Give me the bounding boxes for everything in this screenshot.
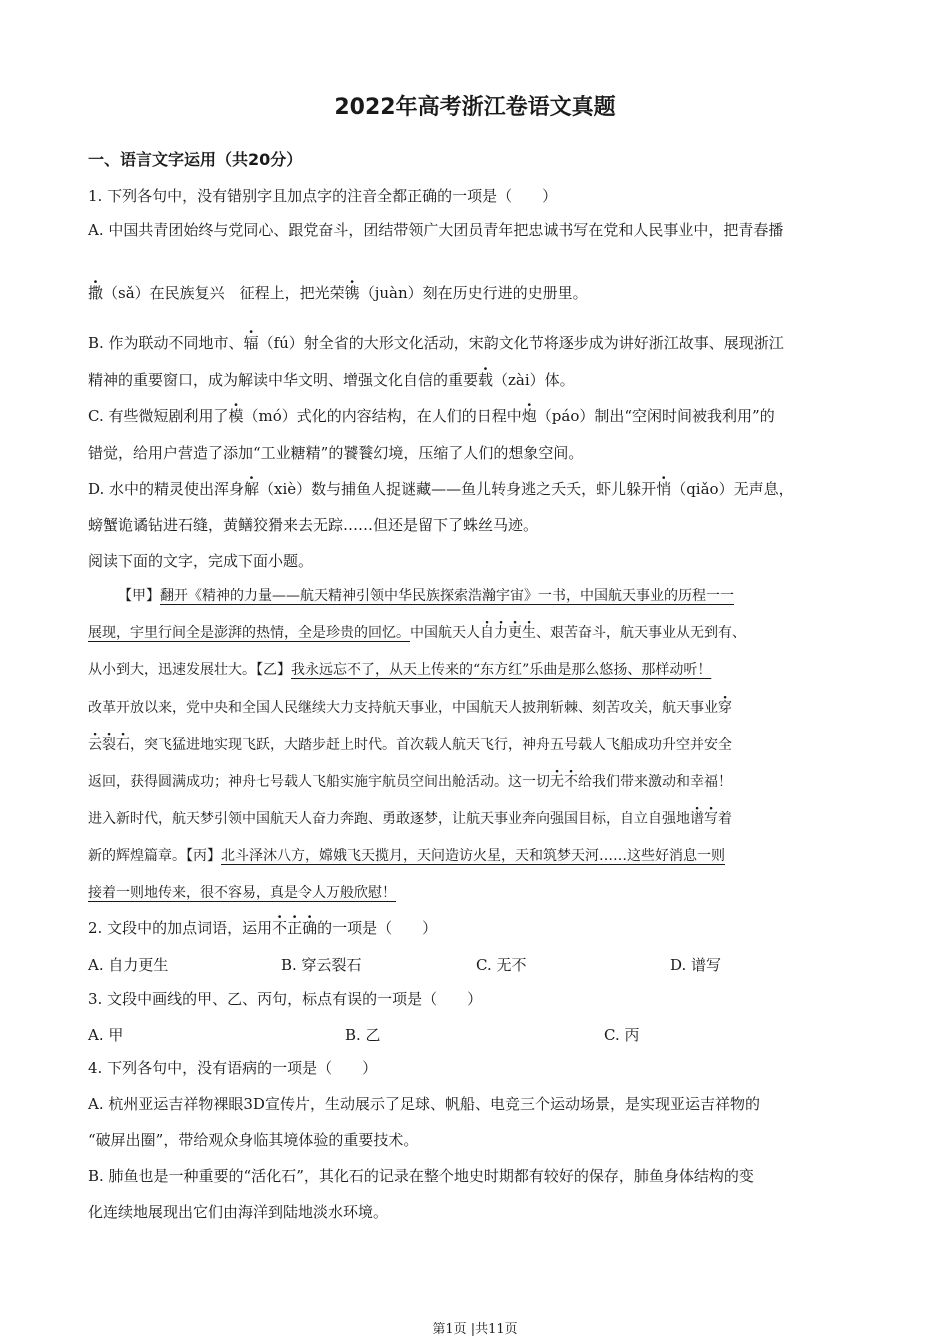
underlined-sentence-jia: 翻开《精神的力量——航天精神引领中华民族探索浩瀚宇宙》一书，中国航天事业的历程一一 <box>160 588 734 604</box>
passage-line <box>88 808 732 828</box>
text: 中国航天人 <box>410 625 480 641</box>
passage-line <box>88 659 711 679</box>
page-footer: 第1页 |共11页 <box>432 1322 518 1337</box>
dotted-char: 镌 <box>344 284 360 302</box>
text: 精神的重要窗口，成为解读中华文明、增强文化自信的重要 <box>88 371 479 389</box>
q3-option-a: A. 甲 <box>88 1026 124 1044</box>
text: 2. 文段中的加点词语，运用 <box>88 919 273 937</box>
q1-option-d-line2: 螃蟹诡谲钻进石缝，黄鳝狡猾来去无踪……但还是留下了蛛丝马迹。 <box>88 516 539 534</box>
dotted-char: 更 <box>508 625 522 641</box>
dotted-char: 不 <box>272 919 288 937</box>
dotted-char: 载 <box>478 371 494 389</box>
dotted-char: 自 <box>480 625 494 641</box>
q2-option-c: C. 无不 <box>476 956 527 974</box>
text: 返回，获得圆满成功；神舟七号载人飞船实施宇航员空间出舱活动。这一切 <box>88 774 550 790</box>
q1-option-d-line1 <box>88 478 794 499</box>
text: D. 水中的精灵使出浑身 <box>88 480 245 498</box>
dotted-char: 谱 <box>690 811 704 827</box>
q1-option-a-line1: A. 中国共青团始终与党同心、跟党奋斗，团结带领广大团员青年把忠诚书写在党和人民事业中，把青春播 <box>88 221 784 239</box>
text: 、艰苦奋斗，航天事业从无到有、 <box>536 625 746 641</box>
passage-line <box>88 622 746 642</box>
dotted-char: 石 <box>116 737 130 753</box>
text: 新的辉煌篇章。【丙】 <box>88 848 221 864</box>
q1-stem: 1. 下列各句中，没有错别字且加点字的注音全都正确的一项是（ ） <box>88 187 558 205</box>
text: 【甲】 <box>118 588 160 604</box>
dotted-char: 解 <box>244 480 260 498</box>
q2-option-d: D. 谱写 <box>670 956 722 974</box>
section-heading: 一、语言文字运用（共20分） <box>88 150 303 169</box>
dotted-char: 裂 <box>102 737 116 753</box>
passage-line <box>88 697 732 717</box>
text: （sǎ）在民族复兴 征程上，把光荣 <box>103 284 345 302</box>
dotted-char: 撒 <box>88 284 104 302</box>
text: （fú）射全省的大形文化活动，宋韵文化节将逐步成为讲好浙江故事、展现浙江 <box>258 334 784 352</box>
passage-line <box>88 845 725 865</box>
dotted-char: 云 <box>88 737 102 753</box>
dotted-char: 悄 <box>656 480 672 498</box>
text: 着 <box>718 811 732 827</box>
q2-option-b: B. 穿云裂石 <box>281 956 362 974</box>
text: 改革开放以来，党中央和全国人民继续大力支持航天事业，中国航天人披荆斩棘、刻苦攻关，航天事业 <box>88 700 718 716</box>
reading-intro: 阅读下面的文字，完成下面小题。 <box>88 552 314 570</box>
underlined-sentence-bing: 接着一则地传来，很不容易，真是令人万般欣慰！ <box>88 885 396 901</box>
q4-option-b-line1: B. 肺鱼也是一种重要的“活化石”，其化石的记录在整个地史时期都有较好的保存，肺鱼身体结构的变 <box>88 1167 754 1185</box>
text: （qiǎo）无声息， <box>671 480 794 498</box>
text: （páo）制出“空闲时间被我利用”的 <box>536 407 775 425</box>
dotted-char: 写 <box>704 811 718 827</box>
text: （xiè）数与捕鱼人捉谜藏——鱼儿转身逃之夭夭，虾儿躲开 <box>259 480 657 498</box>
passage-line <box>118 585 734 605</box>
q4-option-a-line1: A. 杭州亚运吉祥物裸眼3D宣传片，生动展示了足球、帆船、电竞三个运动场景，是实现亚运吉祥物的 <box>88 1095 760 1113</box>
q2-option-a: A. 自力更生 <box>88 956 169 974</box>
q1-option-c-line1 <box>88 405 775 426</box>
text: C. 有些微短剧利用了 <box>88 407 229 425</box>
passage-line <box>88 882 396 902</box>
q2-stem <box>88 917 437 938</box>
dotted-char: 模 <box>228 407 244 425</box>
q1-option-b-line2 <box>88 369 575 390</box>
text: 从小到大，迅速发展壮大。【乙】 <box>88 662 291 678</box>
text: 给我们带来激动和幸福！ <box>578 774 732 790</box>
q3-stem: 3. 文段中画线的甲、乙、丙句，标点有误的一项是（ ） <box>88 990 483 1008</box>
q1-option-b-line1 <box>88 332 784 353</box>
underlined-sentence-bing: 北斗泽沐八方，嫦娥飞天揽月，天问造访火星，天和筑梦天河……这些好消息一则 <box>221 848 725 864</box>
underlined-sentence-jia: 展现，宇里行间全是澎湃的热情，全是珍贵的回忆。 <box>88 625 410 641</box>
dotted-char: 穿 <box>718 700 732 716</box>
text: （juàn）刻在历史行进的史册里。 <box>359 284 588 302</box>
dotted-char: 无 <box>550 774 564 790</box>
dotted-char: 生 <box>522 625 536 641</box>
q3-option-b: B. 乙 <box>345 1026 381 1044</box>
dotted-char: 辐 <box>243 334 259 352</box>
dotted-char: 炮 <box>521 407 537 425</box>
underlined-sentence-yi: 我永远忘不了，从天上传来的“东方红”乐曲是那么悠扬、那样动听！ <box>291 662 712 678</box>
page-title: 2022年高考浙江卷语文真题 <box>334 95 616 120</box>
passage-line <box>88 771 732 791</box>
q4-option-b-line2: 化连续地展现出它们由海洋到陆地淡水环境。 <box>88 1203 389 1221</box>
text: 进入新时代，航天梦引领中国航天人奋力奔跑、勇敢逐梦，让航天事业奔向强国目标，自立自强地 <box>88 811 690 827</box>
dotted-char: 正 <box>287 919 303 937</box>
text: （zài）体。 <box>493 371 575 389</box>
q4-option-a-line2: “破屏出圈”，带给观众身临其境体验的重要技术。 <box>88 1131 419 1149</box>
q1-option-c-line2: 错觉，给用户营造了添加“工业糖精”的饕餮幻境，压缩了人们的想象空间。 <box>88 444 584 462</box>
q1-option-a-line2 <box>88 282 588 303</box>
text: B. 作为联动不同地市、 <box>88 334 244 352</box>
q3-option-c: C. 丙 <box>604 1026 640 1044</box>
text: 的一项是（ ） <box>317 919 438 937</box>
passage-line <box>88 734 732 754</box>
dotted-char: 确 <box>302 919 318 937</box>
text: ，突飞猛进地实现飞跃，大踏步赶上时代。首次载人航天飞行，神舟五号载人飞船成功升空并安全 <box>130 737 732 753</box>
dotted-char: 力 <box>494 625 508 641</box>
dotted-char: 不 <box>564 774 578 790</box>
text: （mó）式化的内容结构，在人们的日程中 <box>243 407 522 425</box>
q4-stem: 4. 下列各句中，没有语病的一项是（ ） <box>88 1059 378 1077</box>
